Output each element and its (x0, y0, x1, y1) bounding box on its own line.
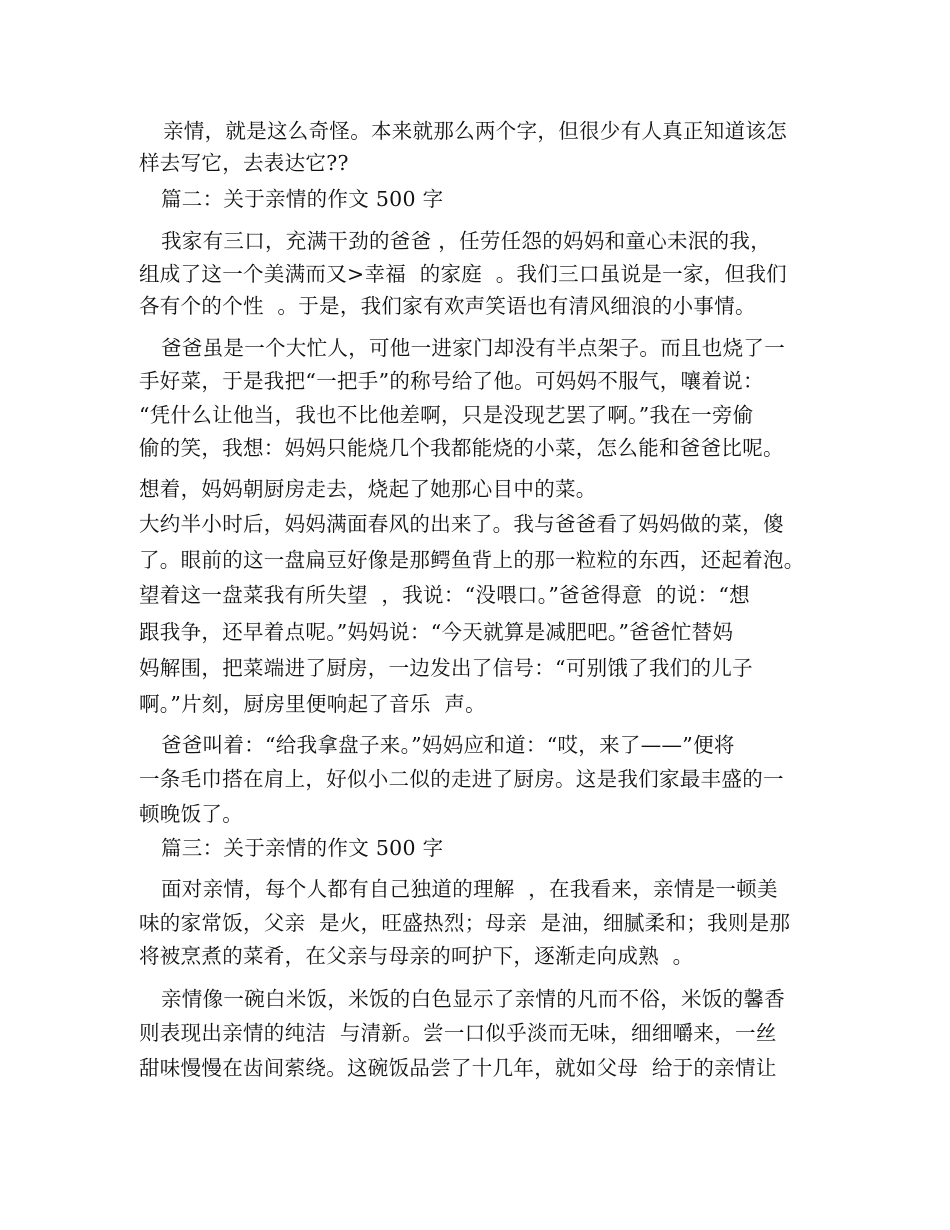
text-line: 则表现出亲情的纯洁 与清新。尝一口似乎淡而无味，细细嚼来，一丝 (139, 1021, 777, 1045)
text-line: 手好菜，于是我把“一把手”的称号给了他。可妈妈不服气，嚷着说： (139, 369, 764, 393)
text-line: 亲情像一碗白米饭，米饭的白色显示了亲情的凡而不俗，米饭的馨香 (161, 987, 785, 1011)
text-line: 亲情，就是这么奇怪。本来就那么两个字，但很少有人真正知道该怎 (163, 119, 787, 143)
text-line: 啊。”片刻，厨房里便响起了音乐 声。 (139, 692, 486, 716)
text-line: 组成了这一个美满而又>幸福 的家庭 。我们三口虽说是一家，但我们 (139, 262, 787, 286)
text-line: “凭什么让他当，我也不比他差啊，只是没现艺罢了啊。”我在一旁偷 (139, 403, 754, 427)
text-line: 一条毛巾搭在肩上，好似小二似的走进了厨房。这是我们家最丰盛的一 (139, 767, 784, 791)
text-line: 望着这一盘菜我有所失望 ，我说：“没喂口。”爸爸得意 的说：“想 (139, 583, 750, 607)
text-line: 我家有三口，充满干劲的爸爸 ，任劳任怨的妈妈和童心未泯的我， (161, 229, 772, 253)
text-line: 大约半小时后，妈妈满面春风的出来了。我与爸爸看了妈妈做的菜，傻 (139, 512, 784, 536)
text-line: 将被烹煮的菜肴，在父亲与母亲的呵护下，逐渐走向成熟 。 (139, 944, 694, 968)
text-line: 爸爸虽是一个大忙人，可他一进家门却没有半点架子。而且也烧了一 (161, 336, 785, 360)
text-line: 偷的笑，我想：妈妈只能烧几个我都能烧的小菜，怎么能和爸爸比呢。 (139, 436, 784, 460)
text-line: 妈解围，把菜端进了厨房，一边发出了信号：“可别饿了我们的儿子 (139, 656, 753, 680)
text-line: 跟我争，还早着点呢。”妈妈说：“今天就算是减肥吧。”爸爸忙替妈 (139, 620, 734, 644)
text-line: 想着，妈妈朝厨房走去，烧起了她那心目中的菜。 (139, 477, 597, 501)
text-line: 面对亲情，每个人都有自己独道的理解 ，在我看来，亲情是一顿美 (161, 877, 778, 901)
text-line: 了。眼前的这一盘扁豆好像是那鳄鱼背上的那一粒粒的东西，还起着泡。 (139, 548, 805, 572)
text-line: 甜味慢慢在齿间萦绕。这碗饭品尝了十几年，就如父母 给于的亲情让 (139, 1056, 777, 1080)
text-line: 顿晚饭了。 (139, 802, 243, 826)
section-heading: 篇三：关于亲情的作文 500 字 (161, 836, 444, 860)
text-line: 样去写它，去表达它?? (139, 151, 349, 175)
section-heading: 篇二：关于亲情的作文 500 字 (161, 187, 444, 211)
text-line: 爸爸叫着：“给我拿盘子来。”妈妈应和道：“哎，来了——”便将 (161, 733, 735, 757)
text-line: 味的家常饭，父亲 是火，旺盛热烈；母亲 是油，细腻柔和；我则是那 (139, 911, 791, 935)
text-line: 各有个的个性 。于是，我们家有欢声笑语也有清风细浪的小事情。 (139, 294, 756, 318)
